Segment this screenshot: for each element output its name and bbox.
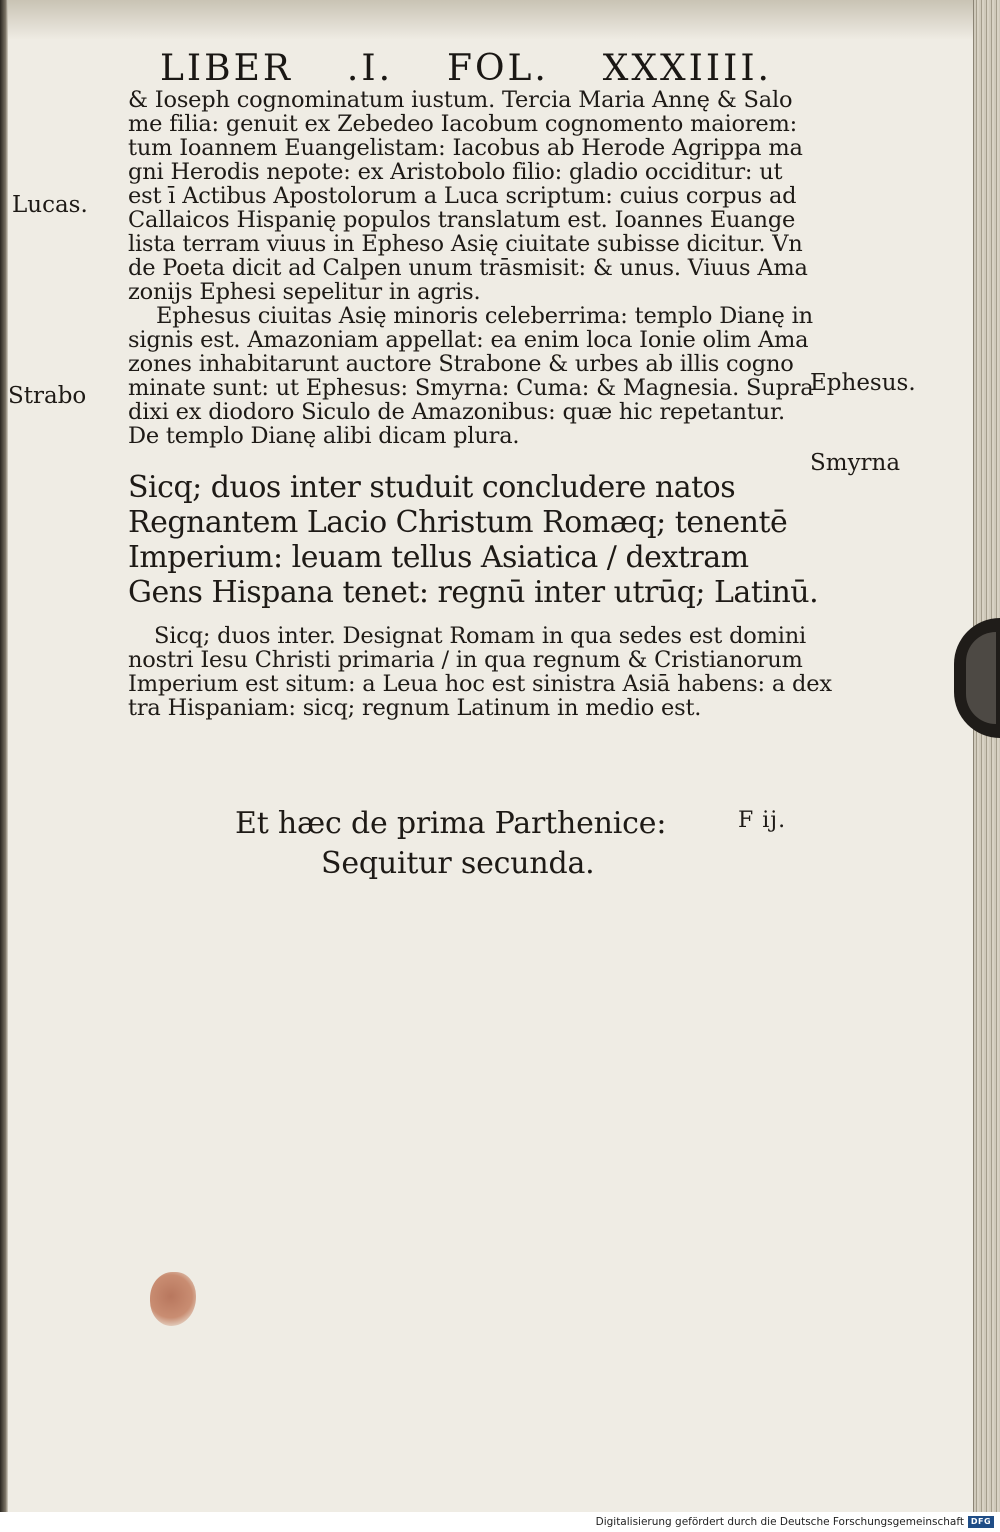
verse-line: Regnantem Lacio Christum Romæq; tenentē xyxy=(128,505,788,540)
top-page-edge xyxy=(0,0,1000,40)
text-line: minate sunt: ut Ephesus: Smyrna: Cuma: & Magnesia. Supra xyxy=(128,375,814,401)
paragraph-2 xyxy=(128,303,814,449)
text-line: Ephesus ciuitas Asię minoris celeberrima: templo Dianę in xyxy=(156,303,813,329)
book-clasp-inner xyxy=(966,632,996,724)
running-head-fol: FOL. xyxy=(446,48,549,89)
text-line: me filia: genuit ex Zebedeo Iacobum cognomento maiorem: xyxy=(128,111,797,137)
text-line: Imperium est situm: a Leua hoc est sinistra Asiā habens: a dex xyxy=(128,671,832,697)
text-line: De templo Dianę alibi dicam plura. xyxy=(128,423,520,449)
signature-mark: F ij. xyxy=(738,808,787,833)
text-line: tra Hispaniam: sicq; regnum Latinum in medio est. xyxy=(128,695,702,721)
right-page-edges xyxy=(973,0,1000,1512)
text-line: lista terram viuus in Epheso Asię ciuitate subisse dicitur. Vn xyxy=(128,231,803,257)
closing-block xyxy=(235,804,795,884)
running-head-book: .I. xyxy=(346,48,394,89)
text-line: de Poeta dicit ad Calpen unum trāsmisit: & unus. Viuus Ama xyxy=(128,255,808,281)
main-text-block xyxy=(128,87,832,721)
text-line: est ī Actibus Apostolorum a Luca scriptum: cuius corpus ad xyxy=(128,183,797,209)
text-line: nostri Iesu Christi primaria / in qua regnum & Cristianorum xyxy=(128,647,803,673)
margin-note-ephesus: Ephesus. xyxy=(810,370,916,396)
text-line: signis est. Amazoniam appellat: ea enim loca Ionie olim Ama xyxy=(128,327,809,353)
verse-block xyxy=(128,470,819,610)
running-head-folio: XXXIIII. xyxy=(602,48,772,89)
text-line: zonijs Ephesi sepelitur in agris. xyxy=(128,279,481,305)
closing-line: Sequitur secunda. xyxy=(321,846,595,881)
text-line: Callaicos Hispanię populos translatum est. Ioannes Euange xyxy=(128,207,796,233)
margin-note-lucas: Lucas. xyxy=(12,192,88,218)
verse-line: Sicq; duos inter studuit concludere natos xyxy=(128,470,736,505)
text-line: gni Herodis nepote: ex Aristobolo filio: gladio occiditur: ut xyxy=(128,159,783,185)
text-line: & Ioseph cognominatum iustum. Tercia Maria Annę & Salo xyxy=(128,87,793,113)
text-line: Sicq; duos inter. Designat Romam in qua sedes est domini xyxy=(154,623,807,649)
closing-line: Et hæc de prima Parthenice: xyxy=(235,806,667,841)
text-line: dixi ex diodoro Siculo de Amazonibus: quæ hic repetantur. xyxy=(128,399,786,425)
left-gutter xyxy=(0,0,8,1512)
paper-stain xyxy=(150,1272,196,1326)
verse-line: Gens Hispana tenet: regnū inter utrūq; Latinū. xyxy=(128,575,819,610)
dfg-logo-icon: DFG xyxy=(968,1516,994,1528)
footer-bar xyxy=(0,1512,1000,1532)
paragraph-1 xyxy=(128,88,808,304)
running-head-liber: LIBER xyxy=(160,48,293,89)
footer-credit: Digitalisierung gefördert durch die Deutsche Forschungsgemeinschaft xyxy=(595,1516,964,1528)
verse-line: Imperium: leuam tellus Asiatica / dextram xyxy=(128,540,749,575)
margin-note-smyrna: Smyrna xyxy=(810,450,901,476)
margin-note-strabo: Strabo xyxy=(8,383,87,409)
commentary-block xyxy=(128,623,832,721)
text-line: zones inhabitarunt auctore Strabone & urbes ab illis cogno xyxy=(128,351,794,377)
text-line: tum Ioannem Euangelistam: Iacobus ab Herode Agrippa ma xyxy=(128,135,803,161)
